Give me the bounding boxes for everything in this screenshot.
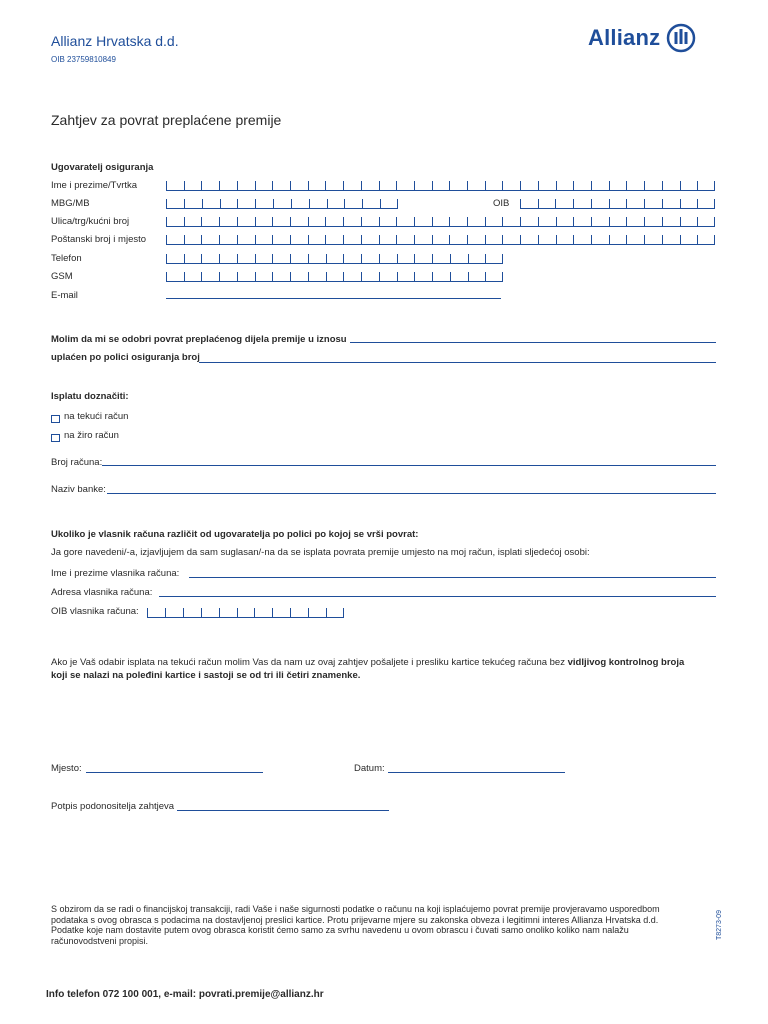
comb-tick	[573, 235, 574, 244]
comb-tick	[219, 217, 220, 226]
street-label: Ulica/trg/kućni broj	[51, 216, 130, 227]
name-label: Ime i prezime/Tvrtka	[51, 180, 138, 191]
comb-tick	[219, 608, 220, 617]
comb-tick	[290, 217, 291, 226]
comb-tick	[662, 181, 663, 190]
comb-tick	[219, 181, 220, 190]
comb-tick	[237, 217, 238, 226]
comb-tick	[147, 608, 148, 617]
comb-tick	[432, 235, 433, 244]
comb-tick	[362, 199, 363, 208]
email-label: E-mail	[51, 290, 78, 301]
comb-tick	[290, 235, 291, 244]
comb-tick	[680, 199, 681, 208]
comb-tick	[414, 181, 415, 190]
comb-tick	[325, 217, 326, 226]
comb-tick	[273, 199, 274, 208]
comb-tick	[201, 608, 202, 617]
comb-tick	[414, 272, 415, 281]
comb-tick	[449, 235, 450, 244]
comb-tick	[502, 217, 503, 226]
comb-tick	[237, 181, 238, 190]
comb-tick	[290, 181, 291, 190]
comb-tick	[573, 181, 574, 190]
mbg-field[interactable]	[166, 199, 398, 209]
payout-heading: Isplatu doznačiti:	[51, 391, 129, 402]
comb-tick	[538, 199, 539, 208]
comb-tick	[538, 235, 539, 244]
comb-tick	[308, 235, 309, 244]
place-field[interactable]	[86, 772, 263, 773]
comb-tick	[272, 254, 273, 263]
comb-tick	[327, 199, 328, 208]
giro-account-checkbox[interactable]	[51, 434, 60, 442]
comb-tick	[308, 272, 309, 281]
note-bold-2: koji se nalazi na poleđini kartice i sastoji se od tri ili četiri znamenke.	[51, 670, 361, 681]
comb-tick	[414, 254, 415, 263]
note-normal: Ako je Vaš odabir isplata na tekući račun molim Vas da nam uz ovaj zahtjev pošaljete i presliku kartice tekućeg računa bez	[51, 657, 568, 668]
comb-tick	[538, 217, 539, 226]
comb-tick	[502, 272, 503, 281]
comb-tick	[609, 235, 610, 244]
comb-tick	[219, 272, 220, 281]
comb-tick	[308, 254, 309, 263]
comb-tick	[290, 254, 291, 263]
email-field[interactable]	[166, 298, 501, 299]
card-copy-note	[51, 656, 721, 682]
comb-tick	[573, 217, 574, 226]
comb-tick	[626, 235, 627, 244]
comb-tick	[272, 272, 273, 281]
signature-field[interactable]	[177, 810, 389, 811]
privacy-notice: S obzirom da se radi o financijskoj transakciji, radi Vaše i naše sigurnosti podatke o računu na koji isplaćujemo povrat premije provjeravamo usporedbom podataka s ovog obrasca s podacima na dostavljenoj preslici kartice. Protu prijevarne mjere su zakonska obveza i legitimni interes Allianza Hrvatska d.d. Podatke koje nam dostavite putem ovog obrasca koristit ćemo samo za svrhu navedenu u ovom obrascu i čuvati samo onoliko koliko nam nalažu računovodstveni propisi.	[51, 904, 660, 946]
comb-tick	[502, 181, 503, 190]
comb-tick	[485, 181, 486, 190]
oib-label: OIB	[493, 198, 510, 209]
comb-tick	[396, 217, 397, 226]
comb-tick	[626, 199, 627, 208]
comb-tick	[361, 235, 362, 244]
comb-tick	[555, 199, 556, 208]
comb-tick	[432, 181, 433, 190]
comb-tick	[166, 254, 167, 263]
comb-tick	[308, 608, 309, 617]
refund-amount-field[interactable]	[350, 342, 716, 343]
comb-tick	[165, 608, 166, 617]
comb-tick	[166, 217, 167, 226]
comb-tick	[255, 199, 256, 208]
comb-tick	[219, 235, 220, 244]
comb-tick	[361, 254, 362, 263]
comb-tick	[609, 199, 610, 208]
comb-tick	[361, 181, 362, 190]
comb-tick	[697, 235, 698, 244]
comb-tick	[308, 181, 309, 190]
comb-tick	[166, 199, 167, 208]
comb-tick	[290, 608, 291, 617]
allianz-eagle-icon	[666, 23, 696, 53]
comb-tick	[380, 199, 381, 208]
policy-number-field[interactable]	[199, 362, 716, 363]
company-name: Allianz Hrvatska d.d.	[51, 33, 179, 49]
comb-tick	[468, 272, 469, 281]
comb-tick	[325, 235, 326, 244]
comb-tick	[662, 199, 663, 208]
comb-tick	[272, 217, 273, 226]
comb-tick	[183, 608, 184, 617]
comb-tick	[201, 254, 202, 263]
comb-tick	[343, 272, 344, 281]
comb-tick	[680, 217, 681, 226]
account-number-label: Broj računa:	[51, 457, 103, 468]
name-field[interactable]	[166, 181, 715, 191]
comb-tick	[609, 217, 610, 226]
comb-tick	[202, 199, 203, 208]
comb-tick	[520, 199, 521, 208]
comb-tick	[609, 181, 610, 190]
comb-tick	[184, 199, 185, 208]
comb-tick	[449, 217, 450, 226]
comb-tick	[485, 217, 486, 226]
comb-tick	[467, 181, 468, 190]
comb-tick	[432, 272, 433, 281]
comb-tick	[573, 199, 574, 208]
comb-tick	[166, 235, 167, 244]
comb-tick	[644, 217, 645, 226]
comb-tick	[379, 254, 380, 263]
comb-tick	[326, 608, 327, 617]
comb-tick	[291, 199, 292, 208]
comb-tick	[184, 235, 185, 244]
comb-tick	[414, 235, 415, 244]
comb-tick	[680, 181, 681, 190]
comb-tick	[520, 181, 521, 190]
comb-tick	[255, 235, 256, 244]
form-title: Zahtjev za povrat preplaćene premije	[51, 112, 282, 128]
street-field[interactable]	[166, 217, 715, 227]
comb-tick	[397, 272, 398, 281]
policy-number-label: uplaćen po polici osiguranja broj	[51, 352, 200, 363]
comb-tick	[343, 235, 344, 244]
comb-tick	[166, 272, 167, 281]
comb-tick	[255, 181, 256, 190]
comb-tick	[237, 199, 238, 208]
postal-field[interactable]	[166, 235, 715, 245]
comb-tick	[644, 235, 645, 244]
comb-tick	[714, 235, 715, 244]
comb-tick	[344, 199, 345, 208]
bank-name-field[interactable]	[107, 493, 716, 494]
owner-address-field[interactable]	[159, 596, 716, 597]
consent-statement: Ja gore navedeni/-a, izjavljujem da sam suglasan/-na da se isplata povrata premije umjesto na moj račun, isplati sljedećoj osobi:	[51, 547, 590, 558]
comb-tick	[254, 608, 255, 617]
gsm-field[interactable]	[166, 272, 503, 282]
comb-tick	[184, 181, 185, 190]
oib-field[interactable]	[520, 199, 715, 209]
footer-contact: Info telefon 072 100 001, e-mail: povrati.premije@allianz.hr	[46, 989, 324, 1000]
comb-tick	[485, 272, 486, 281]
comb-tick	[184, 217, 185, 226]
comb-tick	[502, 254, 503, 263]
comb-tick	[272, 235, 273, 244]
comb-tick	[201, 217, 202, 226]
comb-tick	[644, 199, 645, 208]
comb-tick	[397, 199, 398, 208]
current-account-label: na tekući račun	[64, 411, 129, 422]
comb-tick	[220, 199, 221, 208]
comb-tick	[556, 235, 557, 244]
comb-tick	[591, 199, 592, 208]
account-number-field[interactable]	[102, 465, 716, 466]
owner-name-field[interactable]	[189, 577, 716, 578]
comb-tick	[538, 181, 539, 190]
comb-tick	[432, 217, 433, 226]
giro-account-label: na žiro račun	[64, 430, 119, 441]
comb-tick	[272, 181, 273, 190]
comb-tick	[591, 181, 592, 190]
comb-tick	[485, 254, 486, 263]
note-bold-1: vidljivog kontrolnog broja	[567, 657, 685, 668]
comb-tick	[379, 217, 380, 226]
comb-tick	[272, 608, 273, 617]
allianz-logo	[588, 22, 696, 54]
comb-tick	[556, 217, 557, 226]
comb-tick	[485, 235, 486, 244]
comb-tick	[520, 217, 521, 226]
comb-tick	[166, 181, 167, 190]
comb-tick	[697, 181, 698, 190]
bank-name-label: Naziv banke:	[51, 484, 106, 495]
comb-tick	[468, 254, 469, 263]
current-account-checkbox[interactable]	[51, 415, 60, 423]
comb-tick	[467, 217, 468, 226]
comb-tick	[237, 608, 238, 617]
company-oib: OIB 23759810849	[51, 55, 116, 64]
comb-tick	[662, 235, 663, 244]
comb-tick	[432, 254, 433, 263]
comb-tick	[379, 181, 380, 190]
logo-text: Allianz	[588, 25, 661, 50]
comb-tick	[290, 272, 291, 281]
comb-tick	[697, 199, 698, 208]
comb-tick	[343, 608, 344, 617]
phone-field[interactable]	[166, 254, 503, 264]
comb-tick	[201, 235, 202, 244]
postal-label: Poštanski broj i mjesto	[51, 234, 147, 245]
comb-tick	[450, 272, 451, 281]
owner-oib-field[interactable]	[147, 608, 344, 618]
comb-tick	[309, 199, 310, 208]
comb-tick	[201, 272, 202, 281]
mbg-label: MBG/MB	[51, 198, 90, 209]
comb-tick	[502, 235, 503, 244]
comb-tick	[414, 217, 415, 226]
comb-tick	[520, 235, 521, 244]
place-label: Mjesto:	[51, 763, 82, 774]
comb-tick	[343, 254, 344, 263]
comb-tick	[714, 181, 715, 190]
owner-oib-label: OIB vlasnika računa:	[51, 606, 139, 617]
comb-tick	[662, 217, 663, 226]
comb-tick	[396, 235, 397, 244]
comb-tick	[591, 217, 592, 226]
refund-amount-label: Molim da mi se odobri povrat preplaćenog dijela premije u iznosu	[51, 334, 347, 345]
comb-tick	[255, 254, 256, 263]
comb-tick	[626, 217, 627, 226]
comb-tick	[184, 272, 185, 281]
comb-tick	[626, 181, 627, 190]
form-code: T8273-09	[716, 910, 723, 940]
owner-address-label: Adresa vlasnika računa:	[51, 587, 153, 598]
comb-tick	[396, 181, 397, 190]
comb-tick	[449, 181, 450, 190]
comb-tick	[361, 217, 362, 226]
comb-tick	[680, 235, 681, 244]
comb-tick	[308, 217, 309, 226]
comb-tick	[644, 181, 645, 190]
date-label: Datum:	[354, 763, 385, 774]
comb-tick	[379, 235, 380, 244]
date-field[interactable]	[388, 772, 565, 773]
signature-label: Potpis podonositelja zahtjeva	[51, 801, 175, 812]
comb-tick	[379, 272, 380, 281]
comb-tick	[714, 217, 715, 226]
policyholder-heading: Ugovaratelj osiguranja	[51, 162, 154, 173]
comb-tick	[325, 181, 326, 190]
comb-tick	[450, 254, 451, 263]
comb-tick	[184, 254, 185, 263]
owner-name-label: Ime i prezime vlasnika računa:	[51, 568, 180, 579]
other-owner-heading: Ukoliko je vlasnik računa različit od ugovaratelja po polici po kojoj se vrši povrat:	[51, 529, 419, 540]
comb-tick	[467, 235, 468, 244]
comb-tick	[237, 272, 238, 281]
comb-tick	[343, 181, 344, 190]
gsm-label: GSM	[51, 271, 73, 282]
comb-tick	[343, 217, 344, 226]
comb-tick	[361, 272, 362, 281]
comb-tick	[714, 199, 715, 208]
comb-tick	[201, 181, 202, 190]
comb-tick	[326, 272, 327, 281]
comb-tick	[237, 254, 238, 263]
comb-tick	[697, 217, 698, 226]
comb-tick	[219, 254, 220, 263]
comb-tick	[397, 254, 398, 263]
comb-tick	[255, 217, 256, 226]
comb-tick	[255, 272, 256, 281]
comb-tick	[591, 235, 592, 244]
comb-tick	[326, 254, 327, 263]
comb-tick	[556, 181, 557, 190]
phone-label: Telefon	[51, 253, 82, 264]
comb-tick	[237, 235, 238, 244]
